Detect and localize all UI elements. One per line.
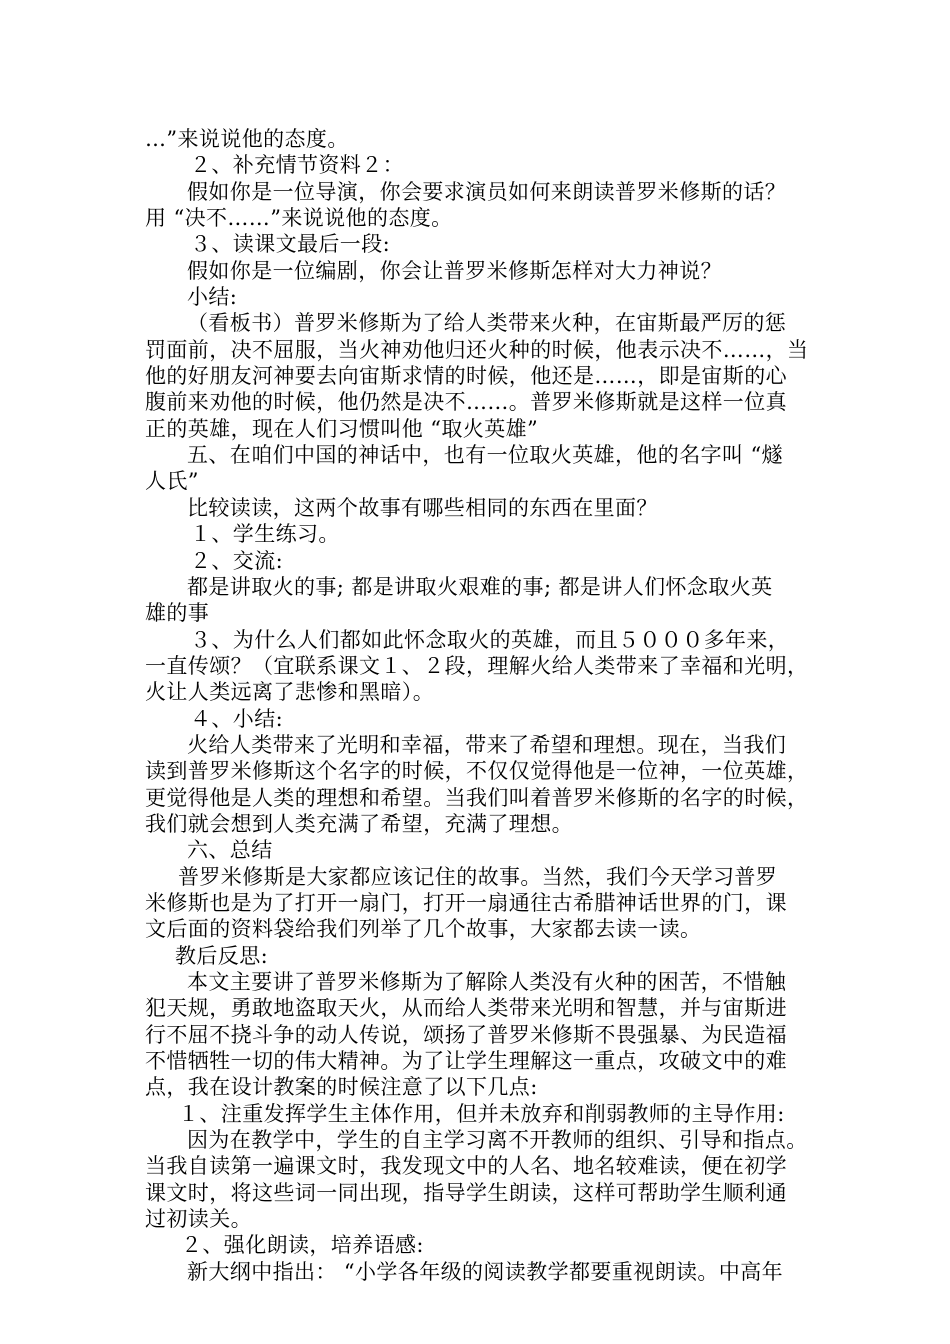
text-line: 当我自读第一遍课文时，我发现文中的人名、地名较难读，便在初学 bbox=[145, 1154, 787, 1179]
text-line: 犯天规，勇敢地盗取天火，从而给人类带来光明和智慧，并与宙斯进 bbox=[145, 996, 787, 1021]
text-line: 他的好朋友河神要去向宙斯求情的时候，他还是……，即是宙斯的心 bbox=[145, 364, 787, 389]
text-line: （看板书）普罗米修斯为了给人类带来火种，在宙斯最严厉的惩 bbox=[187, 311, 787, 336]
text-line: 火让人类远离了悲惨和黑暗）。 bbox=[145, 680, 435, 705]
text-line: …”来说说他的态度。 bbox=[145, 127, 349, 151]
text-line: ４、小结: bbox=[190, 706, 284, 731]
text-line: ３、为什么人们都如此怀念取火的英雄，而且５０００多年来， bbox=[190, 627, 790, 652]
text-line: 不惜牺牲一切的伟大精神。为了让学生理解这一重点，攻破文中的难 bbox=[145, 1049, 787, 1074]
text-line: 米修斯也是为了打开一扇门，打开一扇通往古希腊神话世界的门，课 bbox=[145, 890, 787, 915]
text-line: 一直传颂？（宜联系课文１、２段，理解火给人类带来了幸福和光明， bbox=[145, 653, 809, 678]
text-line: 本文主要讲了普罗米修斯为了解除人类没有火种的困苦，不惜触 bbox=[187, 970, 787, 994]
text-line: １、注重发挥学生主体作用，但并未放弃和削弱教师的主导作用: bbox=[178, 1101, 785, 1126]
text-line: 假如你是一位编剧，你会让普罗米修斯怎样对大力神说？ bbox=[187, 258, 722, 283]
text-line: 点，我在设计教案的时候注意了以下几点: bbox=[145, 1075, 538, 1100]
text-line: 都是讲取火的事; 都是讲取火艰难的事; 都是讲人们怀念取火英 bbox=[187, 574, 773, 599]
text-line: 我们就会想到人类充满了希望，充满了理想。 bbox=[145, 811, 573, 836]
text-line: 假如你是一位导演，你会要求演员如何来朗读普罗米修斯的话？ bbox=[187, 179, 787, 204]
text-line: 正的英雄，现在人们习惯叫他 “取火英雄” bbox=[145, 416, 539, 441]
text-line: 普罗米修斯是大家都应该记住的故事。当然，我们今天学习普罗 bbox=[178, 864, 778, 889]
text-line: １、学生练习。 bbox=[190, 522, 340, 547]
text-line: 火给人类带来了光明和幸福，带来了希望和理想。现在，当我们 bbox=[187, 732, 787, 757]
text-line: 因为在教学中，学生的自主学习离不开教师的组织、引导和指点。 bbox=[187, 1128, 808, 1153]
text-line: 五、在咱们中国的神话中，也有一位取火英雄，他的名字叫 “燧 bbox=[187, 443, 784, 468]
text-line: 过初读关。 bbox=[145, 1207, 252, 1232]
text-line: ２、强化朗读，培养语感: bbox=[181, 1233, 424, 1258]
text-line: 用 “决不……”来说说他的态度。 bbox=[145, 206, 453, 231]
text-line: 课文时，将这些词一同出现，指导学生朗读，这样可帮助学生顺利通 bbox=[145, 1180, 787, 1205]
document-body bbox=[145, 126, 810, 1285]
text-line: 六、总结 bbox=[187, 838, 273, 863]
text-line: 读到普罗米修斯这个名字的时候，不仅仅觉得他是一位神，一位英雄， bbox=[145, 759, 809, 784]
text-line: 教后反思: bbox=[175, 943, 269, 968]
text-line: 行不屈不挠斗争的动人传说，颂扬了普罗米修斯不畏强暴、为民造福 bbox=[145, 1022, 787, 1047]
text-line: 比较读读，这两个故事有哪些相同的东西在里面？ bbox=[187, 495, 658, 520]
text-line: ３、读课文最后一段: bbox=[190, 232, 391, 257]
text-line: ２、交流: bbox=[190, 548, 284, 573]
text-line: 小结: bbox=[187, 285, 238, 310]
text-line: 更觉得他是人类的理想和希望。当我们叫着普罗米修斯的名字的时候， bbox=[145, 785, 809, 810]
text-line: 新大纲中指出： “小学各年级的阅读教学都要重视朗读。中高年 bbox=[187, 1259, 784, 1284]
text-line: 雄的事 bbox=[145, 601, 210, 626]
text-line: ２、补充情节资料２： bbox=[190, 153, 404, 178]
text-line: 罚面前，决不屈服，当火神劝他归还火种的时候，他表示决不……，当 bbox=[145, 337, 809, 362]
text-line: 腹前来劝他的时候，他仍然是决不……。普罗米修斯就是这样一位真 bbox=[145, 390, 787, 415]
text-line: 文后面的资料袋给我们列举了几个故事，大家都去读一读。 bbox=[145, 917, 702, 942]
text-line: 人氏” bbox=[145, 469, 199, 494]
